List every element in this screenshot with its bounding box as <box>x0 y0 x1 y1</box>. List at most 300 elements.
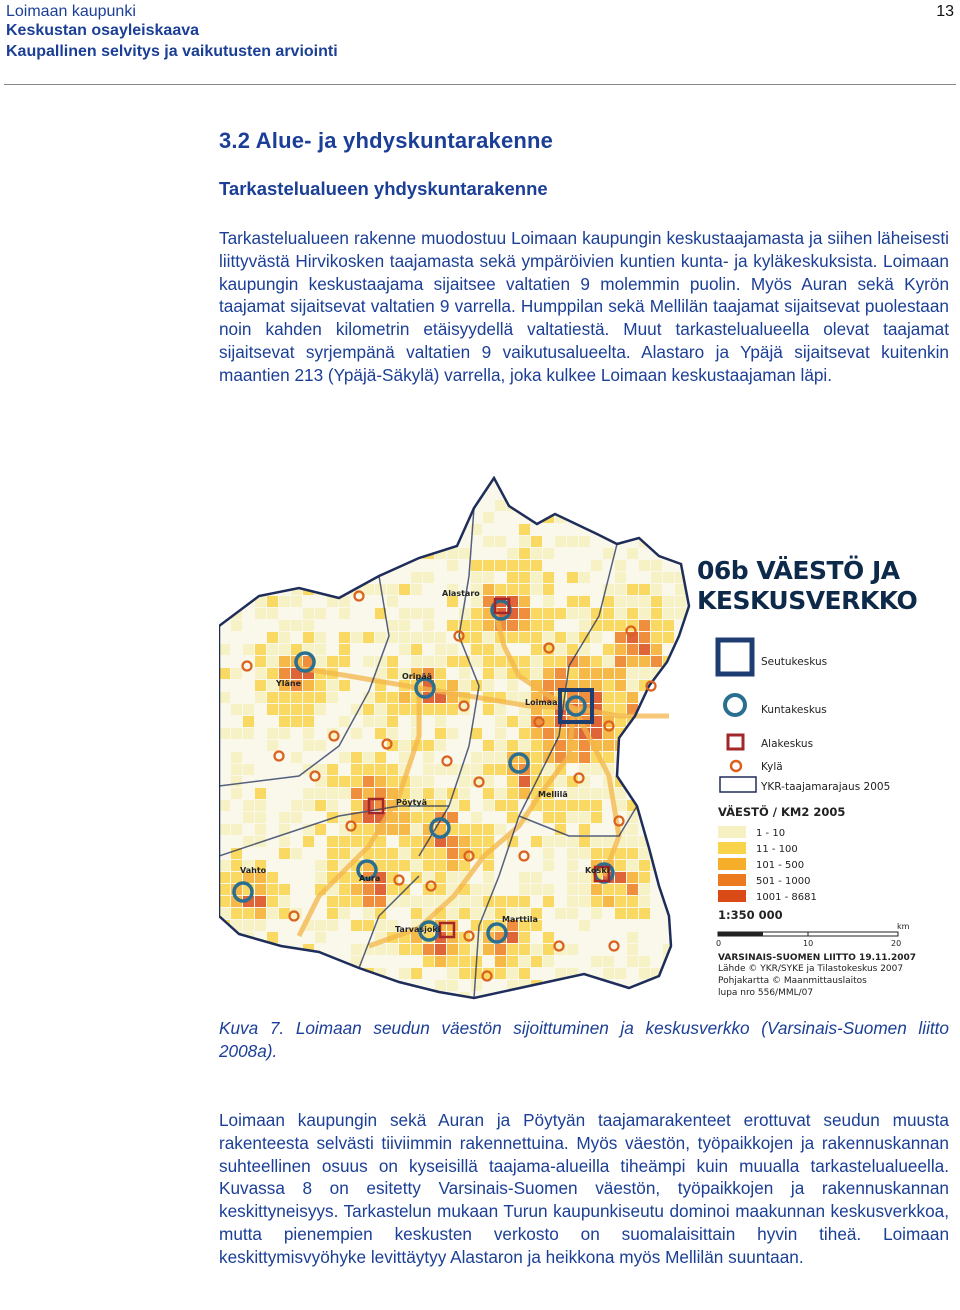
density-cell <box>255 560 266 571</box>
density-cell <box>399 992 410 1002</box>
density-cell <box>483 656 494 667</box>
density-cell <box>519 896 530 907</box>
density-cell <box>507 584 518 595</box>
density-cell <box>231 788 242 799</box>
density-cell <box>387 668 398 679</box>
density-cell <box>603 992 614 1002</box>
density-cell <box>567 632 578 643</box>
density-cell <box>543 836 554 847</box>
credit-line-3: Pohjakartta © Maanmittauslaitos <box>718 976 867 986</box>
density-cell <box>267 596 278 607</box>
header-document-subtitle: Kaupallinen selvitys ja vaikutusten arviointi <box>6 43 338 60</box>
density-cell <box>579 800 590 811</box>
density-cell <box>279 644 290 655</box>
density-cell <box>591 668 602 679</box>
density-cell <box>675 836 686 847</box>
density-cell <box>519 872 530 883</box>
density-cell <box>435 512 446 523</box>
density-cell <box>483 944 494 955</box>
density-cell <box>459 800 470 811</box>
density-cell <box>531 956 542 967</box>
density-cell <box>531 572 542 583</box>
density-cell <box>291 596 302 607</box>
density-cell <box>651 812 662 823</box>
density-cell <box>495 536 506 547</box>
density-cell <box>243 800 254 811</box>
density-cell <box>651 740 662 751</box>
legend-ykr-label: YKR-taajamarajaus 2005 <box>761 781 891 793</box>
density-cell <box>639 740 650 751</box>
density-cell <box>219 608 230 619</box>
density-cell <box>567 908 578 919</box>
density-cell <box>615 884 626 895</box>
density-cell <box>495 656 506 667</box>
density-cell <box>471 836 482 847</box>
density-cell <box>327 920 338 931</box>
density-cell <box>651 764 662 775</box>
density-cell <box>327 848 338 859</box>
density-cell <box>315 608 326 619</box>
density-cell <box>603 512 614 523</box>
density-cell <box>507 788 518 799</box>
density-cell <box>627 500 638 511</box>
density-cell <box>375 716 386 727</box>
density-cell <box>591 488 602 499</box>
scale-tick-20: 20 <box>891 939 902 948</box>
density-cell <box>579 884 590 895</box>
density-cell <box>315 500 326 511</box>
density-cell <box>663 608 674 619</box>
density-cell <box>639 632 650 643</box>
density-cell <box>279 884 290 895</box>
density-cell <box>603 896 614 907</box>
density-cell <box>495 584 506 595</box>
density-cell <box>267 872 278 883</box>
density-cell <box>639 896 650 907</box>
density-cell <box>651 644 662 655</box>
density-cell <box>423 848 434 859</box>
density-cell <box>255 920 266 931</box>
density-cell <box>615 848 626 859</box>
density-cell <box>519 716 530 727</box>
density-cell <box>471 824 482 835</box>
density-cell <box>687 896 698 907</box>
density-cell <box>627 740 638 751</box>
density-cell <box>567 872 578 883</box>
density-cell <box>603 656 614 667</box>
density-cell <box>483 872 494 883</box>
density-cell <box>603 488 614 499</box>
density-cell <box>435 788 446 799</box>
density-cell <box>579 596 590 607</box>
density-cell <box>579 836 590 847</box>
density-cell <box>255 536 266 547</box>
density-cell <box>687 752 698 763</box>
density-cell <box>327 860 338 871</box>
density-cell <box>411 836 422 847</box>
density-cell <box>627 548 638 559</box>
density-cell <box>435 860 446 871</box>
density-cell <box>399 860 410 871</box>
density-cell <box>639 608 650 619</box>
map-figure <box>219 476 956 1002</box>
density-cell <box>243 560 254 571</box>
density-cell <box>363 992 374 1002</box>
density-cell <box>447 956 458 967</box>
density-cell <box>531 752 542 763</box>
density-cell <box>675 992 686 1002</box>
density-cell <box>243 524 254 535</box>
density-cell <box>387 548 398 559</box>
place-poytya: Pöytyä <box>396 798 428 807</box>
density-cell <box>651 728 662 739</box>
density-cell <box>327 788 338 799</box>
density-cell <box>435 980 446 991</box>
density-cell <box>291 716 302 727</box>
density-cell <box>687 692 698 703</box>
density-cell <box>675 980 686 991</box>
density-cell <box>243 716 254 727</box>
density-cell <box>507 896 518 907</box>
density-cell <box>279 512 290 523</box>
header-divider <box>4 84 956 85</box>
density-cell <box>567 800 578 811</box>
density-cell <box>219 992 230 1002</box>
density-cell <box>615 740 626 751</box>
density-cell <box>315 992 326 1002</box>
density-cell <box>315 968 326 979</box>
density-cell <box>423 752 434 763</box>
density-cell <box>627 680 638 691</box>
density-cell <box>591 812 602 823</box>
density-cell <box>351 800 362 811</box>
density-cell <box>471 632 482 643</box>
density-cell <box>279 548 290 559</box>
density-cell <box>651 656 662 667</box>
density-cell <box>663 572 674 583</box>
density-cell <box>243 968 254 979</box>
density-cell <box>627 932 638 943</box>
density-cell <box>483 752 494 763</box>
density-cell <box>687 848 698 859</box>
density-cell <box>615 596 626 607</box>
density-cell <box>447 980 458 991</box>
density-cell <box>327 908 338 919</box>
density-cell <box>483 824 494 835</box>
density-cell <box>567 812 578 823</box>
density-cell <box>399 824 410 835</box>
density-cell <box>531 632 542 643</box>
density-cell <box>219 800 230 811</box>
density-cell <box>459 476 470 487</box>
density-cell <box>315 932 326 943</box>
density-cell <box>567 884 578 895</box>
density-cell <box>339 656 350 667</box>
density-cell <box>471 656 482 667</box>
density-cell <box>627 668 638 679</box>
density-cell <box>555 776 566 787</box>
density-cell <box>339 896 350 907</box>
density-cell <box>447 620 458 631</box>
density-cell <box>543 632 554 643</box>
density-cell <box>639 584 650 595</box>
density-cell <box>423 776 434 787</box>
density-cell <box>543 584 554 595</box>
density-cell <box>339 884 350 895</box>
density-cell <box>639 656 650 667</box>
density-cell <box>663 800 674 811</box>
density-cell <box>447 728 458 739</box>
density-cell <box>423 656 434 667</box>
density-cell <box>507 944 518 955</box>
density-cell <box>603 500 614 511</box>
density-cell <box>519 608 530 619</box>
density-cell <box>519 932 530 943</box>
density-cell <box>639 596 650 607</box>
density-cell <box>447 560 458 571</box>
density-cell <box>315 764 326 775</box>
density-cell <box>219 860 230 871</box>
density-cell <box>219 968 230 979</box>
density-cell <box>363 908 374 919</box>
density-cell <box>543 848 554 859</box>
density-cell <box>363 584 374 595</box>
density-cell <box>267 956 278 967</box>
density-cell <box>387 848 398 859</box>
density-cell <box>423 620 434 631</box>
density-cell <box>495 668 506 679</box>
density-cell <box>687 932 698 943</box>
density-cell <box>231 704 242 715</box>
scale-tick-0: 0 <box>716 939 722 948</box>
density-cell <box>687 680 698 691</box>
density-cell <box>351 896 362 907</box>
density-cell <box>423 536 434 547</box>
density-cell <box>519 632 530 643</box>
density-cell <box>459 680 470 691</box>
density-cell <box>543 884 554 895</box>
density-cell <box>615 524 626 535</box>
density-cell <box>531 560 542 571</box>
body-paragraph-2: Loimaan kaupungin sekä Auran ja Pöytyän taajamarakenteet erottuvat seudun muusta rakenteesta selvästi tiiviimmin rakennettuina. Myös väestön, työpaikkojen ja rakennuskannan suhteellinen osuus on kyseisillä taajama-alueilla tiheämpi kuin muualla tarkastelualueella. Kuvassa 8 on esitetty Varsinais-Suomen väestön, työpaikkojen ja rakennuskannan keskittyneisyys. Tarkastelun mukaan Turun kaupunkiseutu dominoi maakunnan keskusverkkoa, mutta pienempien keskusten verkosto on suomalaisittain hyvin tiheä. Loimaan keskittymisvyöhyke levittäytyy Alastaron ja heikkona myös Mellilän suuntaan. <box>219 1110 949 1267</box>
density-cell <box>603 608 614 619</box>
legend-seutukeskus-symbol <box>718 640 752 674</box>
density-cell <box>675 548 686 559</box>
density-cell <box>579 752 590 763</box>
density-cell <box>363 488 374 499</box>
density-cell <box>219 488 230 499</box>
density-cell <box>279 668 290 679</box>
density-cell <box>387 656 398 667</box>
density-cell <box>315 920 326 931</box>
place-loimaa: Loimaa <box>525 698 558 707</box>
density-cell <box>519 572 530 583</box>
density-cell <box>555 476 566 487</box>
density-cell <box>627 644 638 655</box>
density-cell <box>315 824 326 835</box>
density-cell <box>267 500 278 511</box>
density-cell <box>267 632 278 643</box>
density-cell <box>687 632 698 643</box>
density-cell <box>303 992 314 1002</box>
density-cell <box>627 872 638 883</box>
density-cell <box>399 740 410 751</box>
density-cell <box>291 800 302 811</box>
density-cell <box>447 872 458 883</box>
density-cell <box>567 896 578 907</box>
credit-line-1: VARSINAIS-SUOMEN LIITTO 19.11.2007 <box>718 953 916 963</box>
density-cell <box>663 764 674 775</box>
density-cell <box>363 536 374 547</box>
density-cell <box>243 980 254 991</box>
density-cell <box>531 536 542 547</box>
density-cell <box>603 836 614 847</box>
density-cell <box>507 548 518 559</box>
density-legend-swatch <box>718 842 746 854</box>
density-cell <box>435 716 446 727</box>
density-cell <box>411 812 422 823</box>
density-cell <box>663 668 674 679</box>
density-grid <box>219 476 699 1002</box>
density-cell <box>243 512 254 523</box>
density-cell <box>291 548 302 559</box>
density-cell <box>303 836 314 847</box>
density-cell <box>591 512 602 523</box>
density-cell <box>399 836 410 847</box>
density-cell <box>375 764 386 775</box>
density-cell <box>387 500 398 511</box>
density-cell <box>411 656 422 667</box>
density-cell <box>267 608 278 619</box>
density-cell <box>303 704 314 715</box>
density-cell <box>315 800 326 811</box>
density-cell <box>255 980 266 991</box>
density-cell <box>663 992 674 1002</box>
density-cell <box>555 536 566 547</box>
density-cell <box>231 584 242 595</box>
density-cell <box>255 788 266 799</box>
density-cell <box>303 536 314 547</box>
density-cell <box>387 860 398 871</box>
density-cell <box>387 992 398 1002</box>
density-cell <box>663 824 674 835</box>
density-cell <box>483 512 494 523</box>
density-cell <box>267 908 278 919</box>
density-cell <box>411 944 422 955</box>
density-cell <box>291 812 302 823</box>
density-cell <box>543 716 554 727</box>
density-cell <box>603 692 614 703</box>
density-cell <box>651 632 662 643</box>
density-cell <box>435 704 446 715</box>
density-cell <box>279 716 290 727</box>
density-cell <box>459 860 470 871</box>
density-cell <box>291 692 302 703</box>
density-cell <box>423 764 434 775</box>
density-cell <box>435 872 446 883</box>
density-cell <box>567 944 578 955</box>
density-cell <box>591 848 602 859</box>
density-cell <box>459 824 470 835</box>
density-cell <box>255 884 266 895</box>
density-cell <box>651 824 662 835</box>
density-cell <box>327 656 338 667</box>
density-cell <box>543 812 554 823</box>
density-cell <box>591 632 602 643</box>
density-cell <box>231 908 242 919</box>
density-cell <box>411 824 422 835</box>
density-cell <box>663 812 674 823</box>
density-cell <box>555 632 566 643</box>
density-cell <box>255 548 266 559</box>
density-cell <box>375 704 386 715</box>
density-cell <box>543 728 554 739</box>
density-cell <box>519 728 530 739</box>
density-cell <box>519 656 530 667</box>
density-cell <box>507 572 518 583</box>
density-cell <box>591 956 602 967</box>
density-cell <box>339 680 350 691</box>
density-cell <box>519 524 530 535</box>
density-cell <box>519 992 530 1002</box>
density-cell <box>687 944 698 955</box>
density-cell <box>495 728 506 739</box>
density-cell <box>339 788 350 799</box>
density-cell <box>579 812 590 823</box>
density-cell <box>267 512 278 523</box>
density-cell <box>243 956 254 967</box>
density-cell <box>243 500 254 511</box>
density-cell <box>255 992 266 1002</box>
density-cell <box>603 884 614 895</box>
density-cell <box>459 956 470 967</box>
density-cell <box>603 620 614 631</box>
density-cell <box>483 860 494 871</box>
density-cell <box>231 728 242 739</box>
density-cell <box>231 824 242 835</box>
density-cell <box>303 692 314 703</box>
density-cell <box>495 764 506 775</box>
density-cell <box>519 560 530 571</box>
density-cell <box>351 944 362 955</box>
density-legend-title: VÄESTÖ / KM2 2005 <box>718 805 846 819</box>
density-cell <box>291 848 302 859</box>
header-organization: Loimaan kaupunki <box>6 3 136 20</box>
density-cell <box>279 632 290 643</box>
density-cell <box>351 764 362 775</box>
density-cell <box>291 992 302 1002</box>
density-cell <box>303 728 314 739</box>
density-cell <box>651 992 662 1002</box>
density-cell <box>543 956 554 967</box>
density-cell <box>363 632 374 643</box>
density-cell <box>603 644 614 655</box>
density-cell <box>459 776 470 787</box>
density-cell <box>447 656 458 667</box>
density-cell <box>651 800 662 811</box>
density-cell <box>315 644 326 655</box>
density-cell <box>675 920 686 931</box>
density-cell <box>375 512 386 523</box>
density-cell <box>303 512 314 523</box>
density-cell <box>483 572 494 583</box>
density-cell <box>423 740 434 751</box>
density-cell <box>267 572 278 583</box>
density-cell <box>555 668 566 679</box>
density-cell <box>555 908 566 919</box>
density-cell <box>279 836 290 847</box>
density-cell <box>483 644 494 655</box>
